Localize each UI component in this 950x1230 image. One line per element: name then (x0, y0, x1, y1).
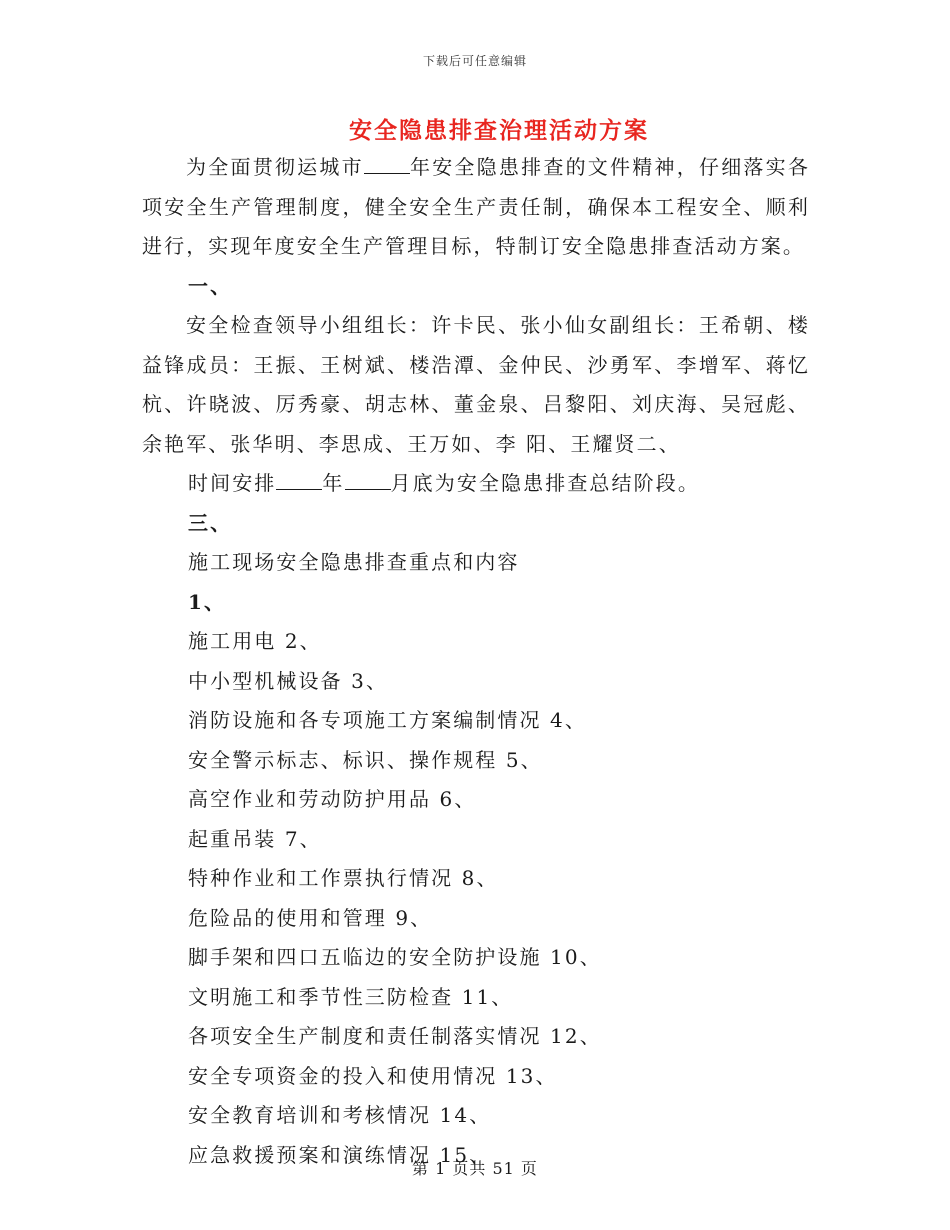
list-item: 施工用电 2、 (188, 629, 322, 653)
page-number: 第 1 页共 51 页 (412, 1159, 538, 1178)
list-item: 高空作业和劳动防护用品 6、 (188, 787, 477, 811)
list-item: 起重吊装 7、 (188, 826, 322, 851)
list-item: 安全警示标志、标识、操作规程 5、 (188, 747, 543, 772)
list-item: 消防设施和各专项施工方案编制情况 4、 (188, 708, 587, 732)
document-title: 安全隐患排查治理活动方案 (349, 117, 649, 144)
list-item: 危险品的使用和管理 9、 (188, 905, 433, 930)
list-item: 中小型机械设备 3、 (188, 668, 389, 693)
intro-paragraph (142, 148, 810, 267)
schedule-line (142, 464, 810, 504)
list-item: 安全教育培训和考核情况 14、 (188, 1103, 492, 1127)
list-item: 文明施工和季节性三防检查 11、 (188, 984, 514, 1009)
list-item: 脚手架和四口五临边的安全防护设施 10、 (188, 945, 602, 969)
leadership-group-paragraph: 安全检查领导小组组长：许卡民、张小仙女副组长：王希朝、楼益锋成员：王振、王树斌、楼浩潭、金仲民、沙勇军、李增军、蒋忆杭、许晓波、厉秀豪、胡志林、董金泉、吕黎阳、刘庆海、吴冠彪、余艳军、张华明、李思成、王万如、李 阳、王耀贤二、 (142, 313, 810, 456)
schedule-text-part3: 月底为安全隐患排查总结阶段。 (390, 471, 700, 495)
section-one-heading: 一、 (188, 273, 233, 298)
list-item: 应急救援预案和演练情况 15、 (188, 1142, 492, 1167)
section-three-title: 施工现场安全隐患排查重点和内容 (188, 550, 520, 574)
item-one-heading: 1、 (188, 589, 227, 614)
schedule-text-part2: 年 (322, 471, 345, 495)
intro-text-part1: 为全面贯彻运城市 (186, 155, 364, 179)
list-item: 安全专项资金的投入和使用情况 13、 (188, 1063, 558, 1088)
list-item: 各项安全生产制度和责任制落实情况 12、 (188, 1024, 602, 1048)
blank-line (345, 471, 391, 490)
blank-line (276, 471, 322, 490)
schedule-text-part1: 时间安排 (188, 471, 277, 495)
header-note: 下载后可任意编辑 (422, 54, 527, 68)
blank-line (364, 155, 410, 174)
intro-text-part2: 年安全隐患排查的文件精神，仔细落实各项安全生产管理制度，健全安全生产责任制，确保本工程安全、顺利进行，实现年度安全生产管理目标，特制订安全隐患排查活动方案。 (142, 155, 810, 258)
list-item: 特种作业和工作票执行情况 8、 (188, 866, 499, 890)
section-three-heading: 三、 (188, 510, 233, 535)
document-body (142, 148, 810, 1175)
